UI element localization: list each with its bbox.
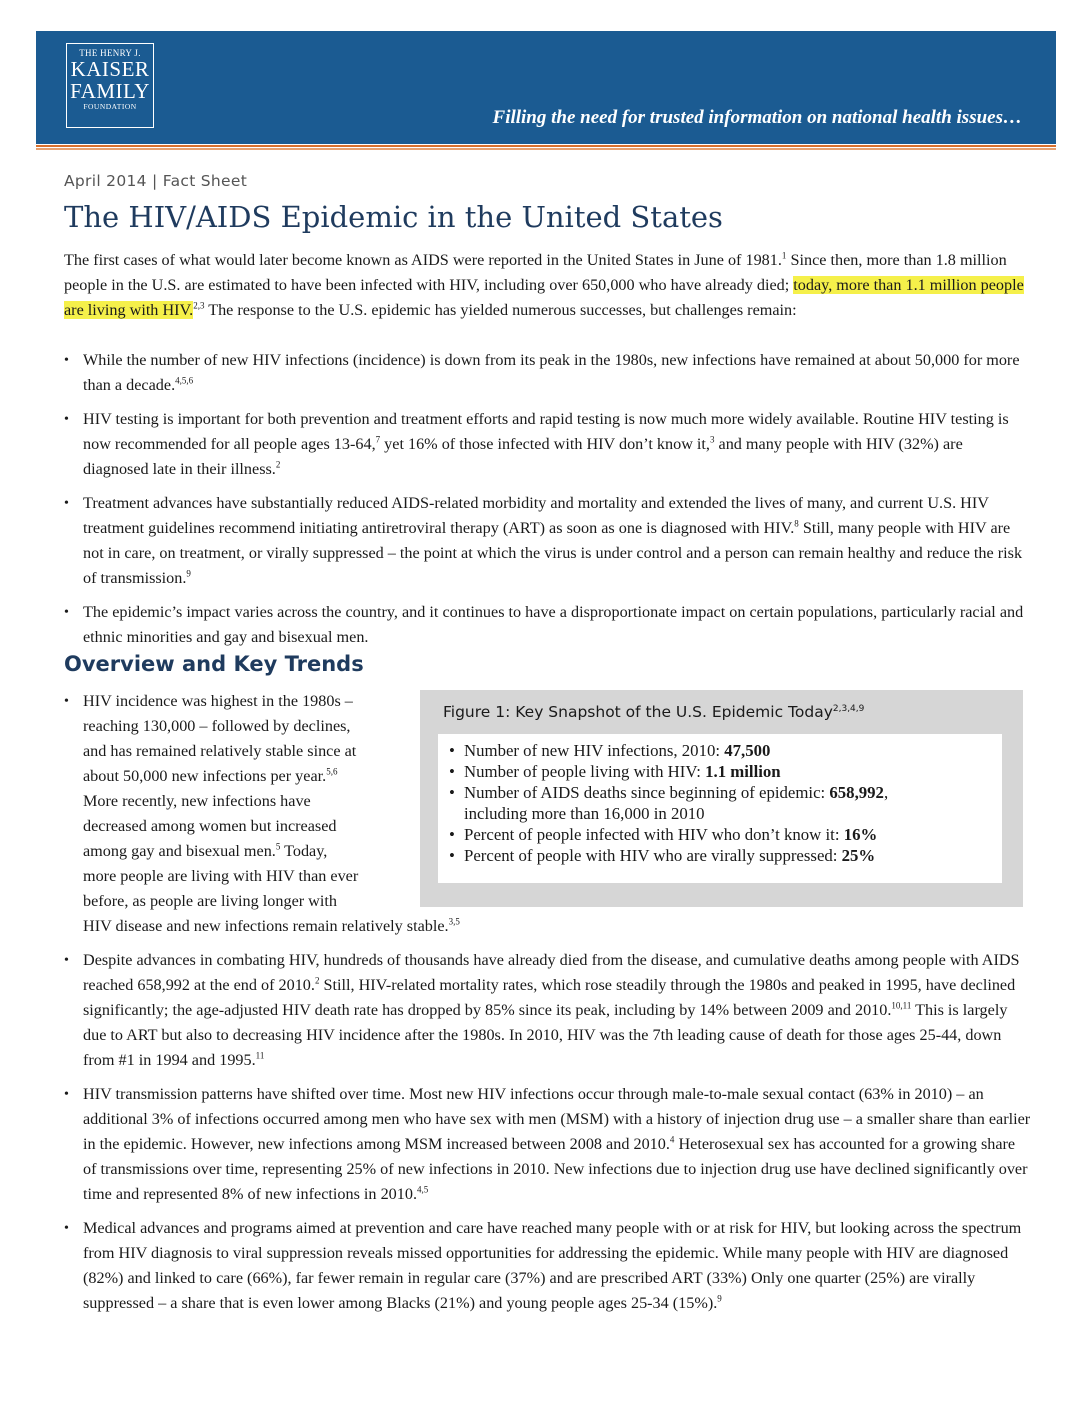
tagline: Filling the need for trusted information on national health issues… xyxy=(492,107,1022,128)
intro-text: Since then, more than 1.8 million people in the U.S. are estimated to have been infected with HIV, including over 650,000 who have already died; xyxy=(64,251,1007,294)
intro-bullet-list xyxy=(64,348,1024,659)
snapshot-label: Number of AIDS deaths since beginning of epidemic: xyxy=(464,783,830,802)
bullet-text: Treatment advances have substantially reduced AIDS-related morbidity and mortality and extended the lives of many, and current U.S. HIV treatment guidelines recommend initiating antiretroviral therapy (ART) as soon as one is diagnosed with HIV. xyxy=(83,494,989,537)
footnote-ref: 2,3,4,9 xyxy=(832,703,865,714)
trend-line: reaching 130,000 – followed by declines, xyxy=(83,717,351,735)
logo-line4: FOUNDATION xyxy=(83,102,137,111)
footnote-ref: 1 xyxy=(781,250,787,261)
page-title: The HIV/AIDS Epidemic in the United States xyxy=(64,200,723,234)
list-item xyxy=(64,948,1032,1073)
trend-line: among gay and bisexual men. xyxy=(83,842,276,860)
snapshot-label: Number of people living with HIV: xyxy=(464,762,706,781)
footnote-ref: 4 xyxy=(669,1134,675,1145)
footnote-ref: 3,5 xyxy=(448,916,460,927)
footnote-ref: 10,11 xyxy=(891,1000,912,1011)
trend-line: HIV disease and new infections remain relatively stable. xyxy=(83,917,449,935)
bullet-text: yet 16% of those infected with HIV don’t know it, xyxy=(380,435,710,453)
highlighted-text: today, more than 1.1 million people are living with HIV. xyxy=(64,276,1024,319)
snapshot-value: 25% xyxy=(841,846,876,865)
trend-line: before, as people are living longer with xyxy=(83,892,337,910)
trend-line: decreased among women but increased xyxy=(83,817,337,835)
footnote-ref: 5,6 xyxy=(326,766,338,777)
footnote-ref: 9 xyxy=(186,568,191,579)
kff-logo xyxy=(66,43,154,128)
trend-line: More recently, new infections have xyxy=(83,792,311,810)
bullet-text: and many people with HIV (32%) are diagnosed late in their illness. xyxy=(83,435,963,478)
trend-line: about 50,000 new infections per year. xyxy=(83,767,327,785)
list-item xyxy=(64,491,1024,591)
footnote-ref: 2 xyxy=(275,459,281,470)
figure-title xyxy=(443,703,864,721)
footnote-ref: 9 xyxy=(717,1293,722,1304)
intro-paragraph xyxy=(64,248,1044,323)
trend-line: Today, xyxy=(280,842,328,860)
header-rule xyxy=(36,145,1056,147)
footnote-ref: 2 xyxy=(314,975,320,986)
footnote-ref: 2,3 xyxy=(193,300,205,311)
bullet-text: Despite advances in combating HIV, hundreds of thousands have already died from the disease, and cumulative deaths among people with AIDS reached 658,992 at the end of 2010. xyxy=(83,951,1020,994)
logo-line3: FAMILY xyxy=(70,79,150,103)
footnote-ref: 5 xyxy=(275,841,281,852)
snapshot-label: Percent of people with HIV who are virally suppressed: xyxy=(464,846,842,865)
bullet-text: HIV testing is important for both prevention and treatment efforts and rapid testing is now much more widely available. Routine HIV testing is now recommended for all people ages 13-64, xyxy=(83,410,1009,453)
trend-line: HIV incidence was highest in the 1980s – xyxy=(83,692,353,710)
snapshot-label: including more than 16,000 in 2010 xyxy=(464,804,705,823)
list-item xyxy=(64,1216,1032,1316)
snapshot-item xyxy=(449,782,1002,824)
trend-line: more people are living with HIV than ever xyxy=(83,867,359,885)
header-rule-light xyxy=(36,148,1056,150)
snapshot-value: 16% xyxy=(843,825,878,844)
snapshot-list xyxy=(449,740,1002,866)
bullet-text: Still, HIV-related mortality rates, which rose steadily through the 1980s and peaked in 1995, have declined significantly; the age-adjusted HIV death rate has dropped by 85% since its peak, including by 14% between 2009 and 2010. xyxy=(83,976,1016,1019)
list-item xyxy=(64,1082,1032,1207)
figure-key-snapshot xyxy=(420,690,1023,907)
bullet-text: Medical advances and programs aimed at prevention and care have reached many people with or at risk for HIV, but looking across the spectrum from HIV diagnosis to viral suppression reveals missed opportunities for addressing the epidemic. While many people with HIV are diagnosed (82%) and linked to care (66%), far fewer remain in regular care (37%) and are prescribed ART (33%) Only one quarter (25%) are virally suppressed – a share that is even lower among Blacks (21%) and young people ages 25-34 (15%). xyxy=(83,1219,1022,1312)
trend-bullet-list xyxy=(64,948,1032,1325)
snapshot-item xyxy=(449,845,1002,866)
bullet-text: Still, many people with HIV are not in care, on treatment, or virally suppressed – the point at which the virus is under control and a person can remain healthy and reduce the risk of transmission. xyxy=(83,519,1023,587)
list-item xyxy=(64,407,1024,482)
list-item xyxy=(64,600,1024,650)
snapshot-value: 658,992 xyxy=(829,783,884,802)
figure-panel xyxy=(438,734,1002,883)
footnote-ref: 7 xyxy=(375,434,381,445)
snapshot-label: Number of new HIV infections, 2010: xyxy=(464,741,725,760)
intro-text: The first cases of what would later become known as AIDS were reported in the United States in June of 1981. xyxy=(64,251,782,269)
bullet-text: While the number of new HIV infections (incidence) is down from its peak in the 1980s, new infections have remained at about 50,000 for more than a decade. xyxy=(83,351,1020,394)
list-item xyxy=(64,348,1024,398)
bullet-text: The epidemic’s impact varies across the country, and it continues to have a disproportionate impact on certain populations, particularly racial and ethnic minorities and gay and bisexual men. xyxy=(83,603,1024,646)
bullet-text: HIV transmission patterns have shifted over time. Most new HIV infections occur through male-to-male sexual contact (63% in 2010) – an additional 3% of infections occurred among men who have sex with men (MSM) with a history of injection drug use – a smaller share than earlier in the epidemic. However, new infections among MSM increased between 2008 and 2010. xyxy=(83,1085,1031,1153)
bullet-text: Heterosexual sex has accounted for a growing share of transmissions over time, representing 25% of new infections in 2010. New infections due to injection drug use have declined significantly over time and represented 8% of new infections in 2010. xyxy=(83,1135,1028,1203)
snapshot-label: Percent of people infected with HIV who don’t know it: xyxy=(464,825,844,844)
bullet-text: This is largely due to ART but also to decreasing HIV incidence after the 1980s. In 2010, HIV was the 7th leading cause of death for those ages 25-44, down from #1 in 1994 and 1995. xyxy=(83,1001,1008,1069)
footnote-ref: 11 xyxy=(255,1050,265,1061)
snapshot-value: 1.1 million xyxy=(705,762,781,781)
dateline: April 2014 | Fact Sheet xyxy=(64,172,248,190)
snapshot-item xyxy=(449,740,1002,761)
logo-line1: THE HENRY J. xyxy=(79,48,141,58)
snapshot-item xyxy=(449,761,1002,782)
intro-text: The response to the U.S. epidemic has yielded numerous successes, but challenges remain: xyxy=(204,301,797,319)
section-heading: Overview and Key Trends xyxy=(64,652,364,676)
footnote-ref: 3 xyxy=(709,434,715,445)
snapshot-label: , xyxy=(883,783,889,802)
figure-title-text: Figure 1: Key Snapshot of the U.S. Epidemic Today xyxy=(443,703,833,721)
footnote-ref: 4,5,6 xyxy=(175,375,194,386)
footnote-ref: 8 xyxy=(794,518,799,529)
footnote-ref: 4,5 xyxy=(417,1184,429,1195)
snapshot-value: 47,500 xyxy=(724,741,771,760)
logo-line2: KAISER xyxy=(70,57,150,81)
snapshot-item xyxy=(449,824,1002,845)
trend-line: and has remained relatively stable since at xyxy=(83,742,357,760)
